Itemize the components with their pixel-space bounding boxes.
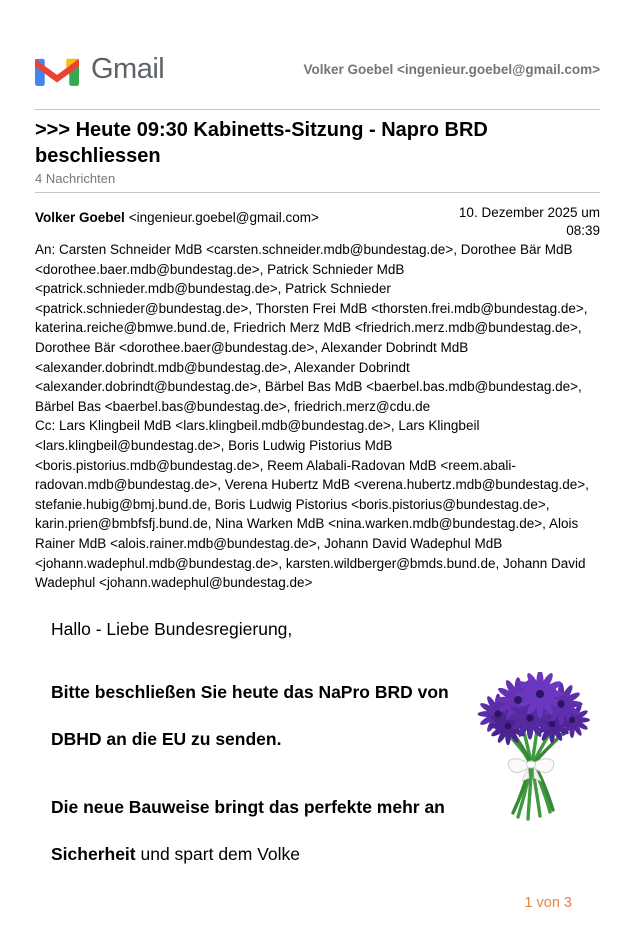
flower-column	[451, 606, 600, 878]
message-count: 4 Nachrichten	[35, 171, 116, 186]
print-page	[0, 50, 635, 878]
header	[35, 50, 600, 88]
message-body	[35, 606, 600, 878]
page-indicator: 1 von 3	[524, 895, 572, 911]
flower-heads	[478, 672, 590, 745]
to-recipients: An: Carsten Schneider MdB <carsten.schneider.mdb@bundestag.de>, Dorothee Bär MdB <dorothee.baer.mdb@bundestag.de>, Patrick Schnieder MdB <patrick.schnieder.mdb@bundestag.de>, Patrick Schnieder <patrick.schnieder@bundestag.de>, Thorsten Frei MdB <thorsten.frei.mdb@bundestag.de>, katerina.reiche@bmwe.bund.de, Friedrich Merz MdB <friedrich.merz.mdb@bundestag.de>, Dorothee Bär <dorothee.baer@bundestag.de>, Alexander Dobrindt MdB <alexander.dobrindt.mdb@bundestag.de>, Alexander Dobrindt <alexander.dobrindt@bundestag.de>, Bärbel Bas MdB <baerbel.bas.mdb@bundestag.de>, Bärbel Bas <baerbel.bas@bundestag.de>, friedrich.merz@cdu.de	[35, 242, 588, 414]
sender-name: Volker Goebel	[35, 210, 125, 225]
statement-paragraph	[51, 784, 451, 878]
statement-regular-part: und spart dem Volke	[135, 843, 301, 864]
statement-bold-part: Die neue Bauweise bringt das perfekte mehr an Sicherheit	[51, 796, 445, 864]
gmail-logo	[35, 52, 164, 86]
recipients-block	[35, 240, 600, 593]
header-divider	[35, 109, 600, 110]
gmail-m-icon	[35, 52, 79, 86]
request-paragraph: Bitte beschließen Sie heute das NaPro BRD von DBHD an die EU zu senden.	[51, 681, 449, 749]
message-header	[35, 204, 600, 239]
sender-email: <ingenieur.goebel@gmail.com>	[128, 210, 319, 225]
subject-divider	[35, 192, 600, 193]
cc-recipients: Cc: Lars Klingbeil MdB <lars.klingbeil.mdb@bundestag.de>, Lars Klingbeil <lars.klingbeil@bundestag.de>, Boris Ludwig Pistorius MdB <boris.pistorius.mdb@bundestag.de>, Reem Alabali-Radovan MdB <reem.abali-radovan.mdb@bundestag.de>, Verena Hubertz MdB <verena.hubertz.mdb@bundestag.de>, stefanie.hubig@bmj.bund.de, Boris Ludwig Pistorius <boris.pistorius@bundestag.de>, karin.prien@bmbfsfj.bund.de, Nina Warken MdB <nina.warken.mdb@bundestag.de>, Alois Rainer MdB <alois.rainer.mdb@bundestag.de>, Johann David Wadephul MdB <johann.wadephul.mdb@bundestag.de>, karsten.wildberger@bmds.bund.de, Johann David Wadephul <johann.wadephul@bundestag.de>	[35, 418, 589, 591]
body-text-column	[51, 606, 451, 878]
greeting-line: Hallo - Liebe Bundesregierung,	[51, 618, 293, 639]
gmail-wordmark: Gmail	[91, 52, 165, 85]
account-identity: Volker Goebel <ingenieur.goebel@gmail.com>	[303, 61, 600, 77]
bouquet-image	[468, 672, 598, 822]
thread-subject: >>> Heute 09:30 Kabinetts-Sitzung - Napro BRD beschliessen	[35, 119, 488, 167]
message-datetime: 10. Dezember 2025 um 08:39	[458, 205, 600, 238]
sender-line	[35, 204, 319, 239]
